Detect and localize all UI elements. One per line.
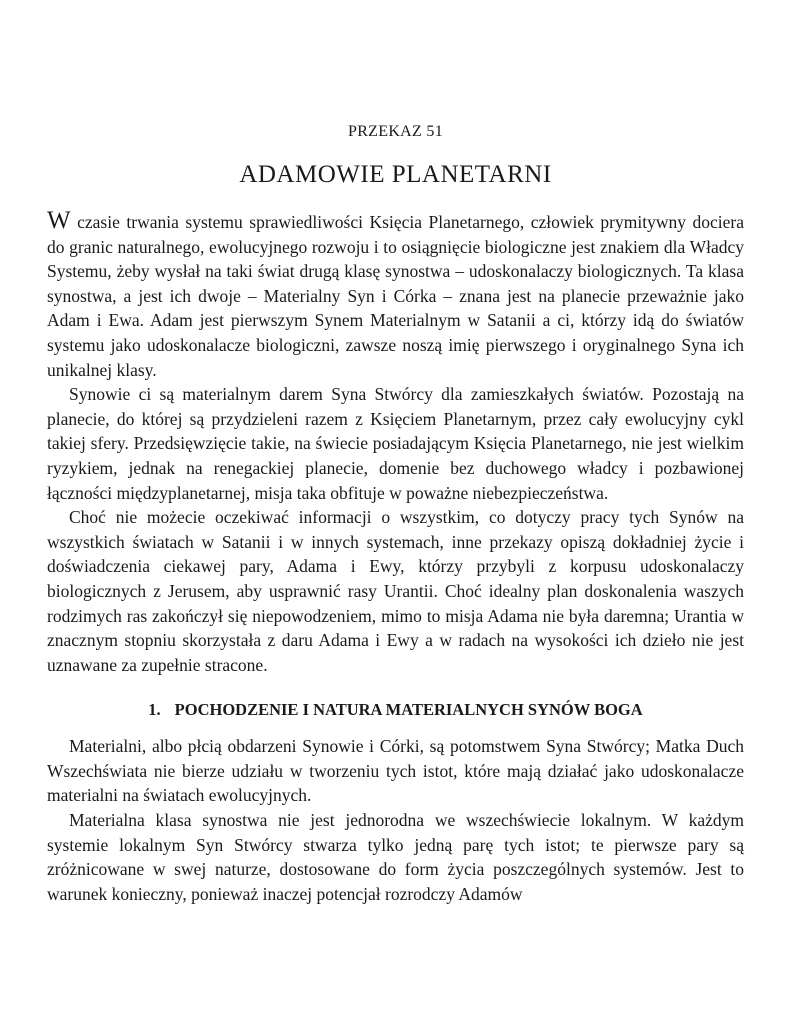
section-heading xyxy=(47,698,744,722)
section-1-paragraph-1: Materialni, albo płcią obdarzeni Synowie i Córki, są potomstwem Syna Stwórcy; Matka Duch Wszechświata nie bierze udziału w tworzeniu tych istot, które mają działać jako udoskonalacze materialni na światach ewolucyjnych. xyxy=(47,736,744,806)
paper-title: ADAMOWIE PLANETARNI xyxy=(239,161,552,188)
document-page xyxy=(47,120,744,906)
intro-paragraph-1-text: czasie trwania systemu sprawiedliwości Księcia Planetarnego, człowiek prymitywny dociera do granic naturalnego, ewolucyjnego rozwoju i to osiągnięcie biologiczne jest znakiem dla Władcy Systemu, żeby wysłał na taki świat drugą klasę synostwa – udoskonalaczy biologicznych. Ta klasa synostwa, a jest ich dwoje – Materialny Syn i Córka – znana jest na planecie przeważnie jako Adam i Ewa. Adam jest pierwszym Synem Materialnym w Satanii a ci, którzy idą do światów systemu jako udoskonalacze biologiczni, zawsze noszą imię pierwszego i oryginalnego Syna ich unikalnej klasy. xyxy=(47,212,744,380)
section-1-paragraph-2: Materialna klasa synostwa nie jest jednorodna we wszechświecie lokalnym. W każdym systemie lokalnym Syn Stwórcy stwarza tylko jedną parę tych istot; te pierwsze pary są zróżnicowane w swej naturze, dostosowane do form życia poszczególnych systemów. Jest to warunek konieczny, ponieważ inaczej potencjał rozrodczy Adamów xyxy=(47,810,744,904)
drop-cap: W xyxy=(47,207,71,234)
intro-paragraph-2: Synowie ci są materialnym darem Syna Stwórcy dla zamieszkałych światów. Pozostają na planecie, do której są przydzieleni razem z Księciem Planetarnym, przez cały ewolucyjny cykl takiej sfery. Przedsięwzięcie takie, na świecie posiadającym Księcia Planetarnego, nie jest wielkim ryzykiem, jednak na renegackiej planecie, domenie bez duchowego władcy i pozbawionej łączności międzyplanetarnej, misja taka obfituje w poważne niebezpieczeństwa. xyxy=(47,384,744,503)
section-title: POCHODZENIE I NATURA MATERIALNYCH SYNÓW BOGA xyxy=(174,700,643,720)
paper-number-label: PRZEKAZ 51 xyxy=(348,123,443,140)
section-number: 1. xyxy=(148,700,161,720)
intro-paragraph-1 xyxy=(47,207,744,382)
paper-body xyxy=(47,207,744,906)
intro-paragraph-3: Choć nie możecie oczekiwać informacji o wszystkim, co dotyczy pracy tych Synów na wszystkich światach w Satanii i w innych systemach, inne przekazy opiszą dokładniej życie i doświadczenia ciekawej pary, Adama i Ewy, którzy przybyli z korpusu udoskonalaczy biologicznych z Jerusem, aby usprawnić rasy Urantii. Choć idealny plan doskonalenia waszych rodzimych ras zakończył się niepowodzeniem, mimo to misja Adama nie była daremna; Urantia w znacznym stopniu skorzystała z daru Adama i Ewy a w radach na wysokości ich dzieło nie jest uznawane za zupełnie stracone. xyxy=(47,507,744,675)
